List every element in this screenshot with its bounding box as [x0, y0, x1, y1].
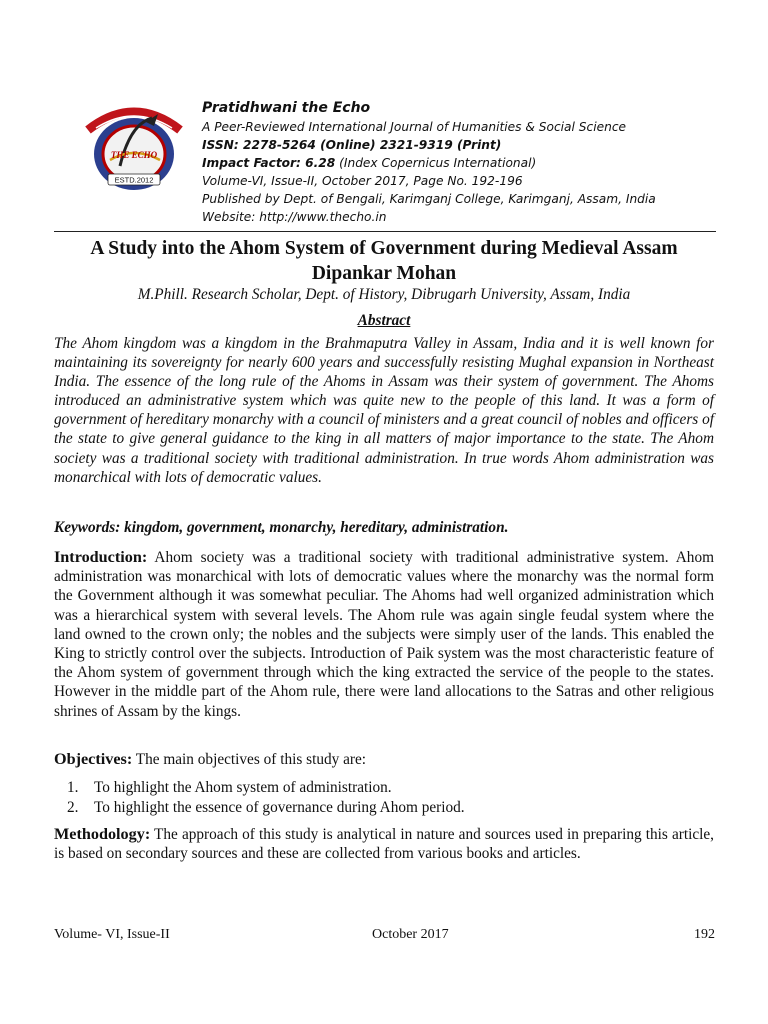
- impact-label: Impact Factor: 6.28: [202, 156, 336, 170]
- introduction-section: [54, 548, 714, 721]
- methodology-section: [54, 825, 714, 863]
- methodology-text: The approach of this study is analytical in nature and sources used in preparing this article, is based on secondary sources and these are collected from various books and articles.: [54, 826, 714, 863]
- list-item: [54, 798, 714, 818]
- paper-title: A Study into the Ahom System of Government during Medieval Assam: [90, 238, 678, 259]
- abstract-text: The Ahom kingdom was a kingdom in the Brahmaputra Valley in Assam, India and it is well known for maintaining its sovereignty for nearly 600 years and successfully resisting Mughal expansion in Northeast India. The essence of the long rule of the Ahoms in Assam was their system of government. The Ahoms introduced an administrative system which was quite new to the people of this land. It was a form of government of hereditary monarchy with a council of ministers and a great council of nobles and officers of the state to give general guidance to the king in all matters of major importance to the state. The Ahom society was a traditional society with traditional administration. In true words Ahom administration was monarchical with lots of democratic values.: [54, 335, 714, 486]
- logo-text: THE ECHO: [110, 150, 158, 160]
- header-divider: [54, 231, 716, 232]
- introduction-heading: Introduction:: [54, 548, 148, 566]
- impact-source: (Index Copernicus International): [335, 156, 537, 170]
- list-number: 2.: [67, 799, 79, 816]
- page-number: 192: [694, 927, 715, 942]
- list-item: [54, 778, 714, 798]
- volume-line: Volume-VI, Issue-II, October 2017, Page No. 192-196: [202, 174, 523, 188]
- publisher-line: Published by Dept. of Bengali, Karimganj College, Karimganj, Assam, India: [202, 192, 656, 206]
- list-number: 1.: [67, 779, 79, 796]
- list-text: To highlight the essence of governance during Ahom period.: [94, 799, 465, 816]
- website-link[interactable]: Website: http://www.thecho.in: [202, 210, 387, 224]
- footer-volume: Volume- VI, Issue-II: [54, 927, 170, 942]
- list-text: To highlight the Ahom system of administration.: [94, 779, 392, 796]
- footer-date: October 2017: [372, 927, 449, 942]
- introduction-text: Ahom society was a traditional society with traditional administrative system. Ahom administration was monarchical with lots of democratic values where the monarchy was the normal form the Government although it was somewhat peculiar. The Ahoms had well organized administration which was a hierarchical system with several levels. The Ahom rule was again single feudal system where the land owned to the crown only; the nobles and the subjects were simply user of the lands. This enabled the King to strictly control over the subjects. Introduction of Paik system was the most characteristic feature of the Ahom system of government through which the king extracted the service of the people to the states. However in the middle part of the Ahom rule, there were land allocations to the Satras and other religious shrines of Assam by the kings.: [54, 549, 714, 720]
- logo-estd: ESTD.2012: [114, 175, 154, 185]
- objectives-list: [54, 778, 714, 818]
- keywords: Keywords: kingdom, government, monarchy, hereditary, administration.: [54, 519, 509, 536]
- author-affiliation: M.Phill. Research Scholar, Dept. of History, Dibrugarh University, Assam, India: [137, 286, 631, 303]
- journal-name: Pratidhwani the Echo: [202, 100, 371, 116]
- journal-subtitle: A Peer-Reviewed International Journal of Humanities & Social Science: [202, 120, 627, 134]
- journal-logo: [80, 100, 188, 196]
- methodology-heading: Methodology:: [54, 825, 151, 843]
- abstract-heading: Abstract: [357, 312, 411, 329]
- impact-factor: [202, 154, 722, 172]
- paper-author: Dipankar Mohan: [311, 263, 457, 284]
- objectives-heading: Objectives:: [54, 750, 133, 768]
- journal-masthead: [202, 98, 722, 226]
- objectives-intro: The main objectives of this study are:: [132, 751, 367, 768]
- objectives-section: [54, 750, 714, 769]
- journal-issn: ISSN: 2278-5264 (Online) 2321-9319 (Print): [202, 138, 502, 152]
